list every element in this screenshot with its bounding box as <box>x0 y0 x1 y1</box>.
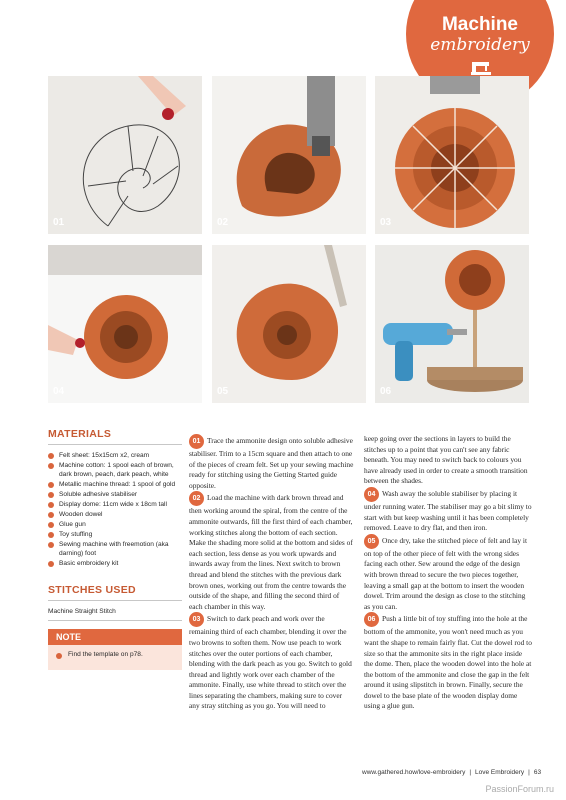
material-item: Metallic machine thread: 1 spool of gold <box>48 480 182 489</box>
footer-separator: | <box>469 769 472 776</box>
step-photo-6 <box>375 245 529 403</box>
bullet-icon <box>48 463 54 469</box>
bullet-icon <box>48 542 54 548</box>
step-1: 01 Trace the ammonite design onto soluble adhesive stabiliser. Trim to a 15cm square and then attach to one of the pieces of cream felt. Set up your sewing machine ready for stitching using the Getting Started guide opposite. <box>189 434 354 491</box>
note-box <box>48 629 182 670</box>
bullet-icon <box>48 453 54 459</box>
photo-number: 02 <box>217 217 229 228</box>
step-number: 03 <box>189 612 204 627</box>
instructions-column-2 <box>364 434 532 712</box>
material-item: Toy stuffing <box>48 530 182 539</box>
page-footer <box>360 769 543 776</box>
material-item: Sewing machine with freemotion (aka darning) foot <box>48 540 182 559</box>
step-photo-3 <box>375 76 529 234</box>
footer-magazine: Love Embroidery <box>475 769 525 776</box>
photo-number: 03 <box>380 217 392 228</box>
watermark: PassionForum.ru <box>485 784 554 794</box>
bullet-icon <box>56 653 62 659</box>
step-photo-5 <box>212 245 366 403</box>
step-number: 02 <box>189 491 204 506</box>
materials-heading: MATERIALS <box>48 428 182 445</box>
photo-number: 05 <box>217 386 229 397</box>
step-3: 03 Switch to dark peach and work over the remaining third of each chamber, blending it over the two browns to soften them. Now use peach to work stitches over the outer portions of each chamber, blending with the dark peach as you go. Switch to gold thread and lightly work over each chamber of the ammonite. Finally, use white thread to stitch over the lines separating the chambers, making sure to cover any stray stitching as you go. You will need to <box>189 612 354 712</box>
material-item: Glue gun <box>48 520 182 529</box>
step-2: 02 Load the machine with dark brown thread and then working around the spiral, from the centre of the ammonite outwards, fill the first third of each chamber, working stitches along the bottom of each section. Make the shading more solid at the bottom and sides of each section, less dense as you work upwards and inwards away from the lines. Next switch to brown thread and blend the stitches with the previous dark brown ones, working out from the centre towards the outside of the shape, and filling the second third of each chamber in this way. <box>189 491 354 612</box>
material-item: Wooden dowel <box>48 510 182 519</box>
step-number: 06 <box>364 612 379 627</box>
step-5: 05 Once dry, take the stitched piece of felt and lay it on top of the other piece of felt with the wrong sides facing each other. Sew around the edge of the design with brown thread to secure the two pieces together, leaving a small gap at the bottom to insert the wooden dowel. Trim around the design as close to the stitching as you can. <box>364 534 532 613</box>
photo-number: 01 <box>53 217 65 228</box>
footer-separator: | <box>528 769 530 776</box>
stitches-text: Machine Straight Stitch <box>48 607 182 621</box>
material-item: Machine cotton: 1 spool each of brown, dark brown, peach, dark peach, white <box>48 461 182 480</box>
material-item: Basic embroidery kit <box>48 559 182 568</box>
bullet-icon <box>48 512 54 518</box>
sidebar <box>48 428 182 670</box>
stitches-heading: STITCHES USED <box>48 584 182 601</box>
step-photo-1 <box>48 76 202 234</box>
step-number: 01 <box>189 434 204 449</box>
instructions-column-1 <box>189 434 354 712</box>
bullet-icon <box>48 482 54 488</box>
note-heading: NOTE <box>48 629 182 645</box>
step-number: 04 <box>364 487 379 502</box>
section-title: Machine <box>441 14 519 35</box>
bullet-icon <box>48 492 54 498</box>
step-photo-4 <box>48 245 202 403</box>
bullet-icon <box>48 532 54 538</box>
bullet-icon <box>48 522 54 528</box>
step-6: 06 Push a little bit of toy stuffing into the hole at the bottom of the ammonite, you won't need much as you want the shape to remain fairly flat. Cut the dowel rod to size so that the ammonite sits in the right place inside the dome. Then, place the wooden dowel into the hole at the bottom of the ammonite and close the gap in the felt around it using slipstitch in brown. Finally, secure the dowel to the base plate of the wooden display dome using a glue gun. <box>364 612 532 712</box>
page-number: 63 <box>533 769 542 776</box>
step-photo-2 <box>212 76 366 234</box>
photo-number: 04 <box>53 386 65 397</box>
note-body <box>48 645 182 670</box>
bullet-icon <box>48 561 54 567</box>
section-subtitle: embroidery <box>430 35 530 55</box>
note-text: Find the template on p78. <box>68 651 143 659</box>
step-3-continued: keep going over the sections in layers to build the stitches up to a point that you can't see any fabric beneath. You may need to switch back to colours you have already used in order to create a smooth transition between the shades. <box>364 434 528 486</box>
sewing-machine-icon <box>470 60 492 76</box>
footer-url[interactable]: www.gathered.how/love-embroidery <box>362 769 466 776</box>
bullet-icon <box>48 502 54 508</box>
material-item: Felt sheet: 15x15cm x2, cream <box>48 451 182 460</box>
materials-list <box>48 451 182 568</box>
step-number: 05 <box>364 534 379 549</box>
material-item: Soluble adhesive stabiliser <box>48 490 182 499</box>
photo-number: 06 <box>380 386 392 397</box>
step-4: 04 Wash away the soluble stabiliser by placing it under running water. The stabiliser may go a bit slimy to start with but keep washing until it has been completely removed. Leave to dry flat, and then iron. <box>364 487 532 534</box>
material-item: Display dome: 11cm wide x 18cm tall <box>48 500 182 509</box>
